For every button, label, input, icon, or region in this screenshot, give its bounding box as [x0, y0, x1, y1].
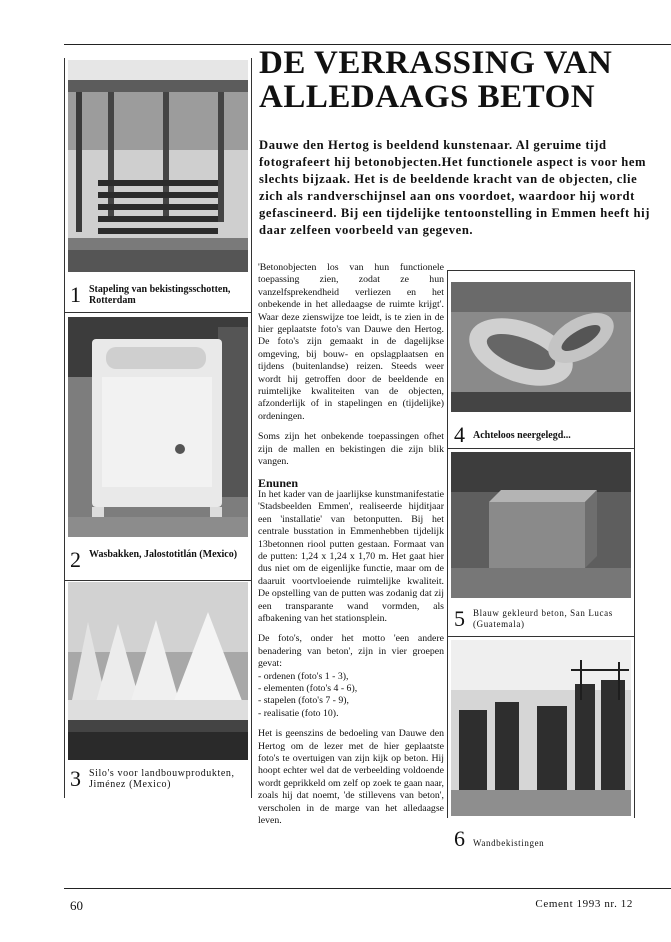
- photo-4-links: [451, 282, 631, 412]
- caption-text: Silo's voor landbouwprodukten, Jiménez (Mexico): [89, 768, 235, 790]
- page-number: 60: [70, 898, 83, 913]
- caption-text: Stapeling van bekistingsschotten, Rotterdam: [89, 284, 231, 306]
- caption-5: [454, 608, 634, 630]
- caption-number: 1: [70, 282, 81, 307]
- caption-1: [70, 284, 250, 306]
- photo-5-concrete-block: [451, 452, 631, 598]
- caption-number: 5: [454, 606, 465, 631]
- bottom-rule: [64, 888, 671, 889]
- article-title: DE VERRASSING VAN ALLEDAAGS BETON: [259, 45, 613, 115]
- journal-footer: Cement 1993 nr. 12: [535, 898, 633, 910]
- photo-6-wall-formwork: [451, 640, 631, 816]
- body-paragraph: Soms zijn het onbekende toepassingen ofhet zijn de mallen en bekistingen die zijn blik vangen.: [258, 431, 444, 468]
- right-frame-line-right: [634, 270, 635, 818]
- frame-divider: [64, 580, 252, 581]
- photo-3-silos: [68, 582, 248, 760]
- photo-1-stacked-panels: [68, 60, 248, 272]
- frame-divider: [447, 270, 635, 271]
- article-intro: Dauwe den Hertog is beeldend kunstenaar. Al geruime tijd fotografeert hij betonobjecten.Het functionele aspect is voor hem slechts bijzaak. Het is de beeldende kracht van de objecten, clie zich als randverschijnsel aan ons voordoet, waardoor hij wordt gefascineerd. Bij een tijdelijke tentoonstelling in Emmen heeft hij daar zelfeen voorbeeld van gegeven.: [259, 138, 651, 237]
- body-paragraph: Het is geenszins de bedoeling van Dauwe den Hertog om de lezer met de hier geplaatste foto's te overtuigen van zijn kijk op beton. Hij hoopt echter wel dat de verbeelding voldoende wordt geprikkeld om zelf op zoek te gaan naar, zoals hij dat noemt, 'de stillevens van beton', verscholen in de marge van het alledaagse leven.: [258, 728, 444, 827]
- list-item: - realisatie (foto 10).: [258, 707, 339, 719]
- caption-3: [70, 768, 250, 790]
- body-paragraph: 'Betonobjecten los van hun functionele toepassing zien, zodat ze hun vanzelfsprekendheid verliezen en het onbekende in het alledaagse de ruimte krijgt'. Waar deze zienswijze toe leidt, is te zien in de hier geplaatste foto's van Dauwe den Hertog. De foto's zijn gemaakt in de dagelijkse omgeving, bij bouw- en opslagplaatsen en tijdens (buitenlandse) reizen. Steeds weer wordt hij getroffen door de beeldende en ruimtelijke kwaliteiten van de objecten, afzonderlijk of in stapelingen en (tijdelijke) ordeningen.: [258, 262, 444, 422]
- caption-text: Wandbekistingen: [473, 838, 545, 848]
- body-paragraph: De foto's, onder het motto 'een andere benadering van beton', zijn in vier groepen gevat:: [258, 633, 444, 670]
- caption-number: 4: [454, 422, 465, 447]
- frame-divider: [64, 312, 252, 313]
- caption-number: 3: [70, 766, 81, 791]
- frame-divider: [447, 448, 635, 449]
- body-paragraph: In het kader van de jaarlijkse kunstmanifestatie 'Stadsbeelden Emmen', realiseerde hijditjaar een 'installatie' van betonputten. Bij het centrale busstation in Emmenhebben tijdelijk 13betonnen riool putten gestaan. Formaat van de putten: 1,24 x 1,24 x 1,70 m. Het gaat hier dus niet om de eigenlijke functie, maar om de daaruit voortvloeiende ruimtelijke kwaliteit. De opstelling van de putten was zodanig dat zij een transparante wand vormden, als afbakening van het stationsplein.: [258, 488, 444, 624]
- article-body: [258, 262, 444, 835]
- caption-number: 6: [454, 826, 465, 851]
- caption-text: Blauw gekleurd beton, San Lucas (Guatemala): [473, 608, 613, 629]
- caption-4: [454, 424, 634, 446]
- left-frame-line-right: [251, 58, 252, 798]
- list-item: - ordenen (foto's 1 - 3),: [258, 670, 349, 682]
- list-item: - elementen (foto's 4 - 6),: [258, 683, 358, 694]
- caption-text: Wasbakken, Jalostotitlán (Mexico): [89, 549, 238, 560]
- left-frame-line: [64, 58, 65, 798]
- right-frame-line: [447, 270, 448, 818]
- caption-number: 2: [70, 547, 81, 572]
- caption-2: [70, 549, 250, 571]
- caption-text: Achteloos neergelegd...: [473, 430, 571, 441]
- list-item: - stapelen (foto's 7 - 9),: [258, 695, 349, 707]
- caption-6: [454, 828, 634, 850]
- frame-divider: [447, 636, 635, 637]
- photo-2-wash-basins: [68, 317, 248, 537]
- subheading: Enunen: [258, 475, 299, 490]
